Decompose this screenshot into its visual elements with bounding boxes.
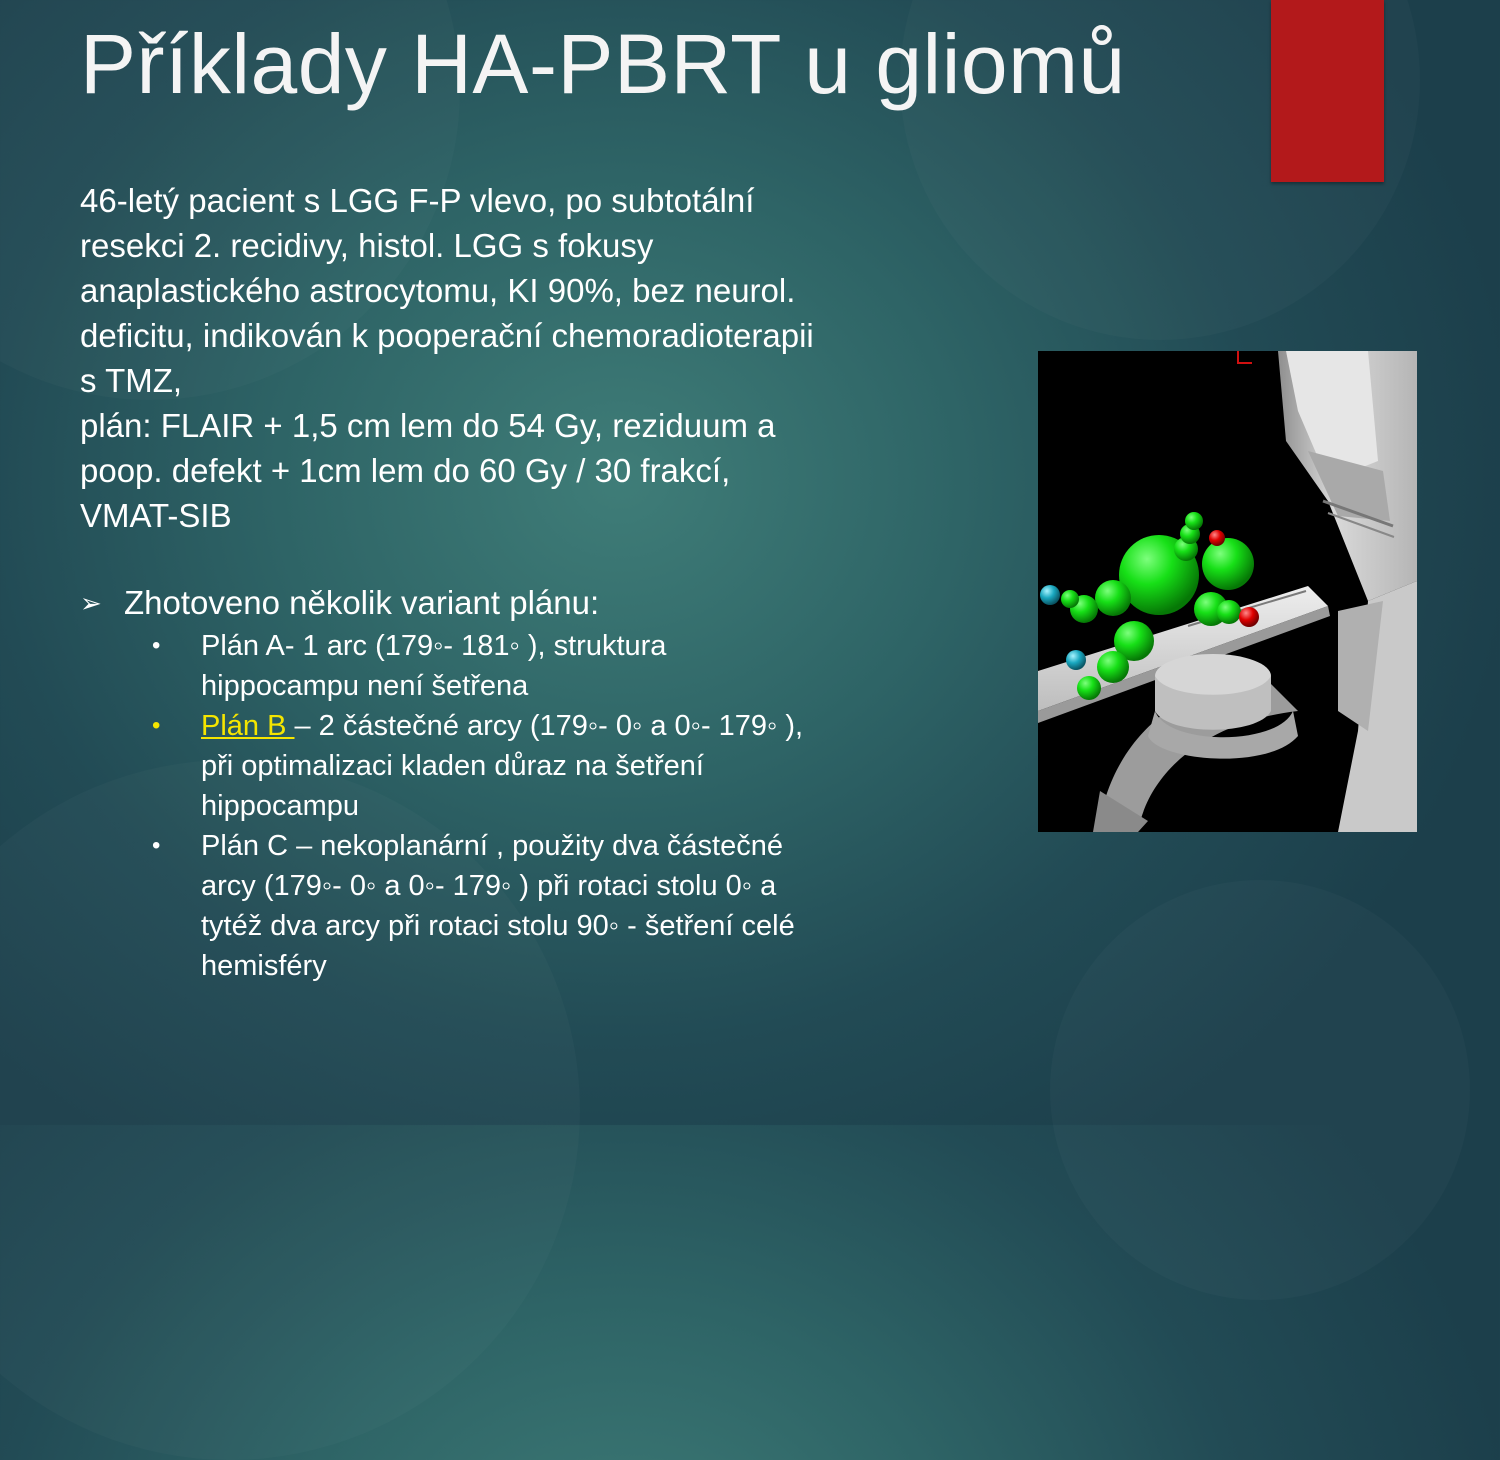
description-line: anaplastického astrocytomu, KI 90%, bez neurol. xyxy=(80,272,796,309)
description-line: deficitu, indikován k pooperační chemoradioterapii xyxy=(80,317,814,354)
dot-bullet-icon: • xyxy=(152,632,161,659)
plan-variants-label: Zhotoveno několik variant plánu: xyxy=(124,584,600,621)
beam-sphere xyxy=(1185,512,1203,530)
arrow-bullet-icon: ➢ xyxy=(80,588,102,618)
beam-sphere xyxy=(1202,538,1254,590)
plan-b-line xyxy=(201,706,912,746)
description-line: resekci 2. recidivy, histol. LGG s fokusy xyxy=(80,227,654,264)
linac-3d-render xyxy=(1038,351,1417,832)
description-line: VMAT-SIB xyxy=(80,497,232,534)
description-line: plán: FLAIR + 1,5 cm lem do 54 Gy, reziduum a xyxy=(80,407,776,444)
plan-c-line: hemisféry xyxy=(201,950,327,982)
plan-c-item xyxy=(152,826,912,986)
description-line: s TMZ, xyxy=(80,362,183,399)
case-description xyxy=(80,178,940,538)
plan-a-item xyxy=(152,626,912,706)
target-marker xyxy=(1239,607,1259,627)
dot-bullet-icon: • xyxy=(152,712,161,739)
plan-c-line: arcy (179◦- 0◦ a 0◦- 179◦ ) při rotaci stolu 0◦ a xyxy=(201,870,777,902)
plan-variants-heading xyxy=(80,583,599,623)
dot-bullet-icon: • xyxy=(152,832,161,859)
beam-sphere xyxy=(1077,676,1101,700)
target-marker xyxy=(1209,530,1225,546)
isocenter-marker xyxy=(1040,585,1060,605)
isocenter-marker xyxy=(1066,650,1086,670)
marker-line xyxy=(1238,351,1252,363)
slide-title: Příklady HA-PBRT u gliomů xyxy=(80,17,1126,111)
plan-c-line: Plán C – nekoplanární , použity dva částečné xyxy=(201,830,783,862)
plan-list xyxy=(152,626,912,986)
accent-bar xyxy=(1271,0,1384,182)
beam-sphere xyxy=(1097,651,1129,683)
beam-sphere xyxy=(1095,580,1131,616)
description-line: 46-letý pacient s LGG F-P vlevo, po subtotální xyxy=(80,182,755,219)
plan-c-line: tytéž dva arcy při rotaci stolu 90◦ - šetření celé xyxy=(201,910,795,942)
plan-b-line: při optimalizaci kladen důraz na šetření xyxy=(201,750,704,782)
plan-b-line: hippocampu xyxy=(201,790,359,822)
plan-a-line: Plán A- 1 arc (179◦- 181◦ ), struktura xyxy=(201,630,667,662)
treatment-geometry-image xyxy=(1038,351,1417,832)
description-line: poop. defekt + 1cm lem do 60 Gy / 30 frakcí, xyxy=(80,452,731,489)
plan-b-item xyxy=(152,706,912,826)
plan-b-line-rest: – 2 částečné arcy (179◦- 0◦ a 0◦- 179◦ ), xyxy=(294,710,804,742)
background-decoration xyxy=(1050,880,1470,1300)
beam-sphere xyxy=(1217,600,1241,624)
beam-sphere xyxy=(1061,590,1079,608)
plan-b-link[interactable]: Plán B xyxy=(201,710,295,742)
plan-a-line: hippocampu není šetřena xyxy=(201,670,529,702)
